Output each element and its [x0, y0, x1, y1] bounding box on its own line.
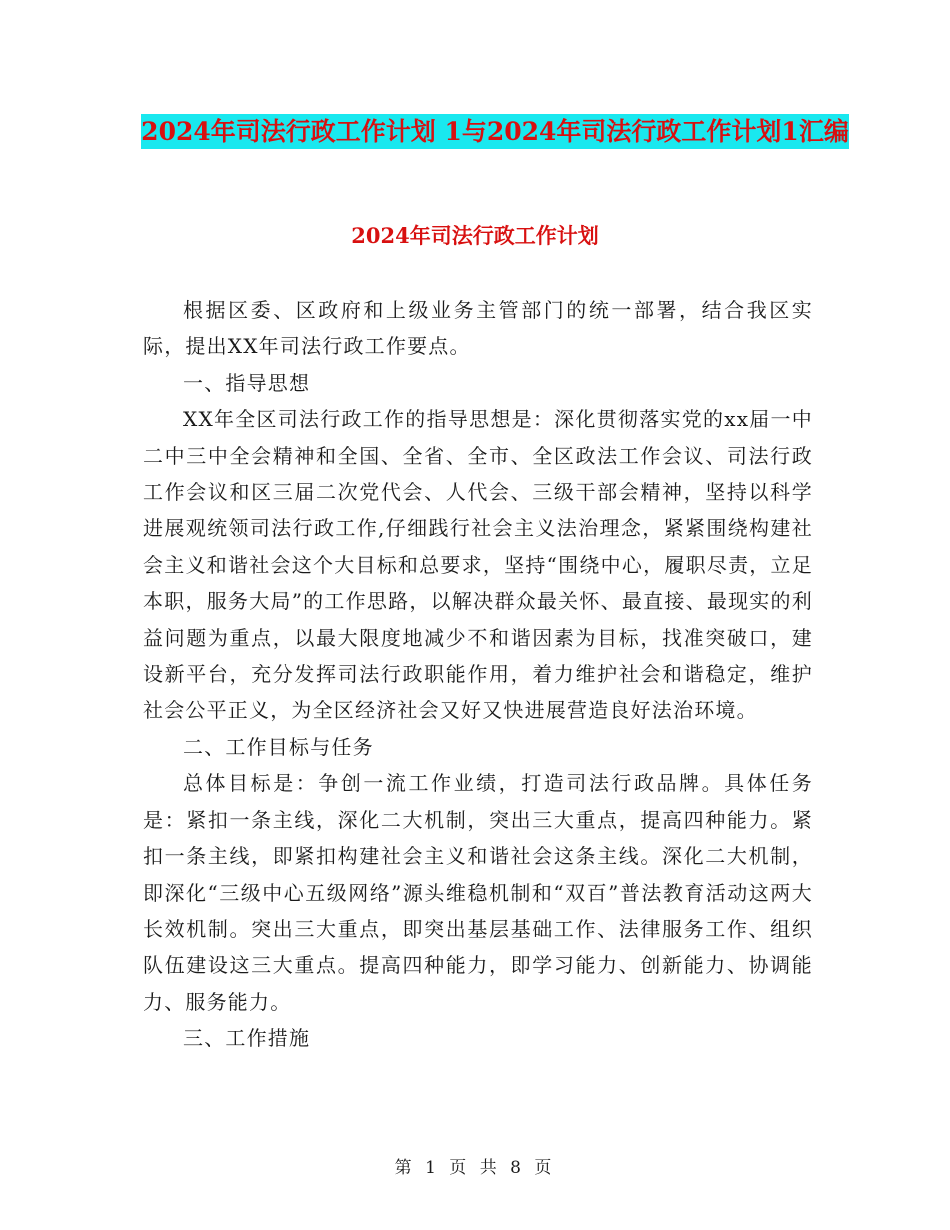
heading-goals-and-tasks: 二、工作目标与任务 — [183, 734, 374, 759]
section-title: 2024年司法行政工作计划 — [351, 223, 599, 248]
heading-guiding-ideology: 一、指导思想 — [183, 370, 311, 395]
goals-and-tasks-paragraph: 总体目标是：争创一流工作业绩，打造司法行政品牌。具体任务是：紧扣一条主线，深化二大机制，突出三大重点，提高四种能力。紧扣一条主线，即紧扣构建社会主义和谐社会这条主线。深化二大机制，即深化“三级中心五级网络”源头维稳机制和“双百”普法教育活动这两大长效机制。突出三大重点，即突出基层基础工作、法律服务工作、组织队伍建设这三大重点。提高四种能力，即学习能力、创新能力、协调能力、服务能力。 — [143, 771, 813, 1014]
intro-paragraph: 根据区委、区政府和上级业务主管部门的统一部署，结合我区实际，提出XX年司法行政工作要点。 — [143, 298, 813, 359]
heading-work-measures: 三、工作措施 — [183, 1026, 311, 1051]
document-main-title — [120, 108, 870, 155]
page-footer: 第 1 页 共 8 页 — [394, 1158, 556, 1178]
main-title-highlight: 2024年司法行政工作计划 1与2024年司法行政工作计划1汇编 — [141, 114, 849, 149]
guiding-ideology-paragraph: XX年全区司法行政工作的指导思想是：深化贯彻落实党的xx届一中二中三中全会精神和全国、全省、全市、全区政法工作会议、司法行政工作会议和区三届二次党代会、人代会、三级干部会精神，坚持以科学进展观统领司法行政工作,仔细践行社会主义法治理念，紧紧围绕构建社会主义和谐社会这个大目标和总要求，坚持“围绕中心，履职尽责，立足本职，服务大局”的工作思路，以解决群众最关怀、最直接、最现实的利益问题为重点，以最大限度地减少不和谐因素为目标，找准突破口，建设新平台，充分发挥司法行政职能作用，着力维护社会和谐稳定，维护社会公平正义，为全区经济社会又好又快进展营造良好法治环境。 — [143, 407, 813, 723]
document-body — [143, 292, 813, 1057]
